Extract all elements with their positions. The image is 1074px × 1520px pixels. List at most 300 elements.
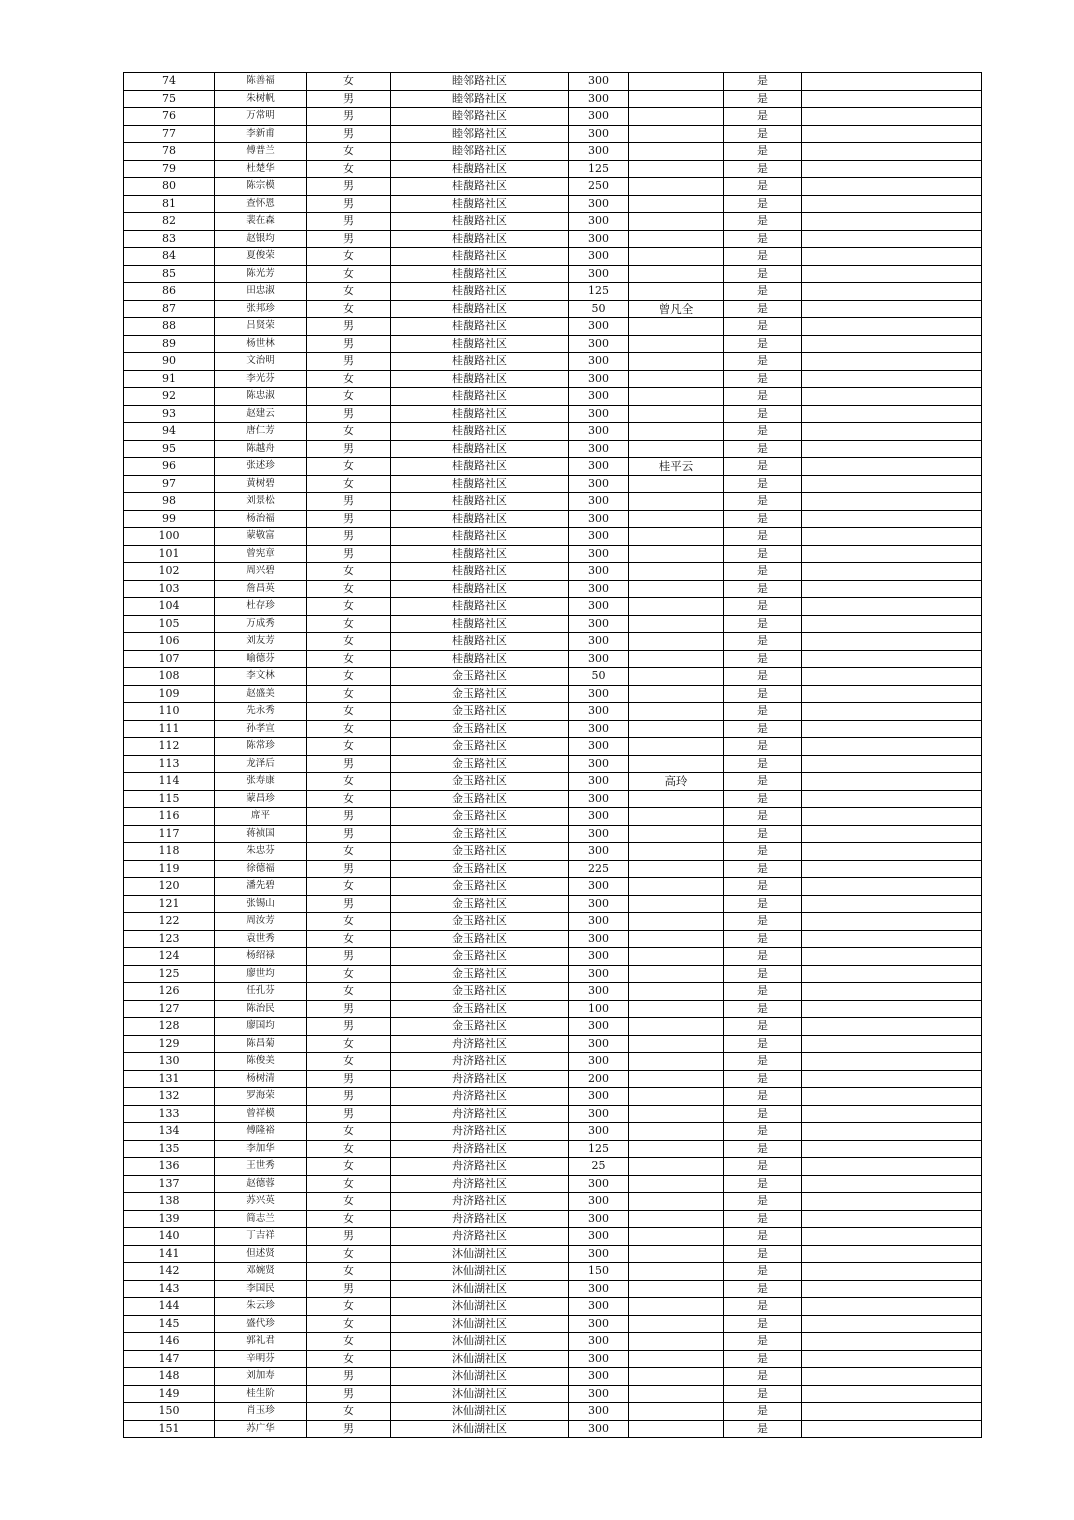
person-name-cell: 陈俊美 xyxy=(215,1053,307,1071)
person-name-cell: 杨绍禄 xyxy=(215,948,307,966)
note-cell xyxy=(802,703,982,721)
community-name-cell: 沐仙湖社区 xyxy=(391,1298,569,1316)
confirmation-flag-cell: 是 xyxy=(724,125,802,143)
person-name-cell: 苏兴英 xyxy=(215,1193,307,1211)
note-cell xyxy=(802,1368,982,1386)
community-name-cell: 金玉路社区 xyxy=(391,948,569,966)
community-name-cell: 舟济路社区 xyxy=(391,1035,569,1053)
note-cell xyxy=(802,1315,982,1333)
note-cell xyxy=(802,1333,982,1351)
person-name-cell: 杨树清 xyxy=(215,1070,307,1088)
person-name-cell: 朱忠芬 xyxy=(215,843,307,861)
note-cell xyxy=(802,1000,982,1018)
row-number-cell: 78 xyxy=(124,143,215,161)
gender-cell: 男 xyxy=(307,1280,391,1298)
gender-cell: 女 xyxy=(307,650,391,668)
community-name-cell: 沐仙湖社区 xyxy=(391,1420,569,1438)
note-cell xyxy=(802,965,982,983)
gender-cell: 男 xyxy=(307,318,391,336)
community-name-cell: 金玉路社区 xyxy=(391,755,569,773)
amount-cell: 300 xyxy=(569,755,629,773)
note-cell xyxy=(802,1420,982,1438)
note-cell xyxy=(802,1070,982,1088)
confirmation-flag-cell: 是 xyxy=(724,738,802,756)
gender-cell: 女 xyxy=(307,475,391,493)
community-name-cell: 桂馥路社区 xyxy=(391,458,569,476)
amount-cell: 300 xyxy=(569,703,629,721)
agent-name-cell xyxy=(629,1368,724,1386)
row-number-cell: 148 xyxy=(124,1368,215,1386)
gender-cell: 女 xyxy=(307,1193,391,1211)
gender-cell: 男 xyxy=(307,335,391,353)
amount-cell: 50 xyxy=(569,300,629,318)
person-name-cell: 苏广华 xyxy=(215,1420,307,1438)
note-cell xyxy=(802,108,982,126)
person-name-cell: 陈光芳 xyxy=(215,265,307,283)
person-name-cell: 蒙敬富 xyxy=(215,528,307,546)
table-row xyxy=(124,703,982,721)
agent-name-cell xyxy=(629,1035,724,1053)
agent-name-cell xyxy=(629,510,724,528)
gender-cell: 女 xyxy=(307,1123,391,1141)
table-row xyxy=(124,913,982,931)
table-row xyxy=(124,685,982,703)
row-number-cell: 136 xyxy=(124,1158,215,1176)
row-number-cell: 80 xyxy=(124,178,215,196)
person-name-cell: 陈治民 xyxy=(215,1000,307,1018)
person-name-cell: 李光芬 xyxy=(215,370,307,388)
confirmation-flag-cell: 是 xyxy=(724,1105,802,1123)
row-number-cell: 83 xyxy=(124,230,215,248)
confirmation-flag-cell: 是 xyxy=(724,1210,802,1228)
person-name-cell: 傅隆裕 xyxy=(215,1123,307,1141)
gender-cell: 女 xyxy=(307,160,391,178)
community-name-cell: 睦邻路社区 xyxy=(391,108,569,126)
confirmation-flag-cell: 是 xyxy=(724,1245,802,1263)
table-row xyxy=(124,265,982,283)
community-name-cell: 金玉路社区 xyxy=(391,720,569,738)
table-row xyxy=(124,650,982,668)
confirmation-flag-cell: 是 xyxy=(724,545,802,563)
gender-cell: 女 xyxy=(307,580,391,598)
row-number-cell: 111 xyxy=(124,720,215,738)
community-name-cell: 舟济路社区 xyxy=(391,1053,569,1071)
confirmation-flag-cell: 是 xyxy=(724,353,802,371)
table-row xyxy=(124,1263,982,1281)
row-number-cell: 122 xyxy=(124,913,215,931)
row-number-cell: 131 xyxy=(124,1070,215,1088)
gender-cell: 女 xyxy=(307,685,391,703)
confirmation-flag-cell: 是 xyxy=(724,580,802,598)
row-number-cell: 112 xyxy=(124,738,215,756)
gender-cell: 男 xyxy=(307,178,391,196)
community-name-cell: 沐仙湖社区 xyxy=(391,1280,569,1298)
row-number-cell: 125 xyxy=(124,965,215,983)
row-number-cell: 129 xyxy=(124,1035,215,1053)
gender-cell: 女 xyxy=(307,1210,391,1228)
gender-cell: 男 xyxy=(307,808,391,826)
community-name-cell: 桂馥路社区 xyxy=(391,195,569,213)
table-row xyxy=(124,1193,982,1211)
community-name-cell: 睦邻路社区 xyxy=(391,125,569,143)
table-row xyxy=(124,125,982,143)
table-row xyxy=(124,475,982,493)
confirmation-flag-cell: 是 xyxy=(724,300,802,318)
row-number-cell: 123 xyxy=(124,930,215,948)
confirmation-flag-cell: 是 xyxy=(724,440,802,458)
row-number-cell: 138 xyxy=(124,1193,215,1211)
row-number-cell: 102 xyxy=(124,563,215,581)
note-cell xyxy=(802,1175,982,1193)
gender-cell: 女 xyxy=(307,843,391,861)
gender-cell: 女 xyxy=(307,563,391,581)
gender-cell: 男 xyxy=(307,195,391,213)
agent-name-cell xyxy=(629,195,724,213)
amount-cell: 200 xyxy=(569,1070,629,1088)
note-cell xyxy=(802,1403,982,1421)
gender-cell: 女 xyxy=(307,1403,391,1421)
agent-name-cell xyxy=(629,615,724,633)
amount-cell: 150 xyxy=(569,1263,629,1281)
gender-cell: 男 xyxy=(307,895,391,913)
amount-cell: 300 xyxy=(569,808,629,826)
agent-name-cell xyxy=(629,1298,724,1316)
note-cell xyxy=(802,458,982,476)
gender-cell: 女 xyxy=(307,720,391,738)
amount-cell: 300 xyxy=(569,265,629,283)
row-number-cell: 147 xyxy=(124,1350,215,1368)
amount-cell: 300 xyxy=(569,125,629,143)
agent-name-cell xyxy=(629,1088,724,1106)
row-number-cell: 134 xyxy=(124,1123,215,1141)
gender-cell: 女 xyxy=(307,1350,391,1368)
table-row xyxy=(124,213,982,231)
person-name-cell: 陈常珍 xyxy=(215,738,307,756)
agent-name-cell xyxy=(629,1140,724,1158)
person-name-cell: 赵盛美 xyxy=(215,685,307,703)
person-name-cell: 先永秀 xyxy=(215,703,307,721)
table-row xyxy=(124,300,982,318)
row-number-cell: 116 xyxy=(124,808,215,826)
person-name-cell: 曾宪章 xyxy=(215,545,307,563)
agent-name-cell xyxy=(629,563,724,581)
person-name-cell: 潘先碧 xyxy=(215,878,307,896)
note-cell xyxy=(802,1350,982,1368)
table-row xyxy=(124,633,982,651)
row-number-cell: 104 xyxy=(124,598,215,616)
person-name-cell: 肖玉珍 xyxy=(215,1403,307,1421)
note-cell xyxy=(802,195,982,213)
gender-cell: 女 xyxy=(307,878,391,896)
agent-name-cell xyxy=(629,948,724,966)
confirmation-flag-cell: 是 xyxy=(724,930,802,948)
agent-name-cell xyxy=(629,1385,724,1403)
person-name-cell: 周兴碧 xyxy=(215,563,307,581)
person-name-cell: 刘友芳 xyxy=(215,633,307,651)
agent-name-cell xyxy=(629,1228,724,1246)
table-row xyxy=(124,983,982,1001)
community-name-cell: 舟济路社区 xyxy=(391,1228,569,1246)
row-number-cell: 95 xyxy=(124,440,215,458)
amount-cell: 300 xyxy=(569,1228,629,1246)
table-row xyxy=(124,1140,982,1158)
agent-name-cell xyxy=(629,1350,724,1368)
amount-cell: 300 xyxy=(569,335,629,353)
amount-cell: 125 xyxy=(569,1140,629,1158)
person-name-cell: 袁世秀 xyxy=(215,930,307,948)
confirmation-flag-cell: 是 xyxy=(724,755,802,773)
note-cell xyxy=(802,353,982,371)
confirmation-flag-cell: 是 xyxy=(724,1088,802,1106)
agent-name-cell xyxy=(629,125,724,143)
gender-cell: 男 xyxy=(307,1420,391,1438)
note-cell xyxy=(802,948,982,966)
gender-cell: 女 xyxy=(307,1158,391,1176)
person-name-cell: 万成秀 xyxy=(215,615,307,633)
confirmation-flag-cell: 是 xyxy=(724,773,802,791)
amount-cell: 300 xyxy=(569,563,629,581)
table-row xyxy=(124,90,982,108)
agent-name-cell xyxy=(629,825,724,843)
note-cell xyxy=(802,545,982,563)
row-number-cell: 79 xyxy=(124,160,215,178)
confirmation-flag-cell: 是 xyxy=(724,493,802,511)
gender-cell: 女 xyxy=(307,300,391,318)
community-name-cell: 金玉路社区 xyxy=(391,685,569,703)
table-row xyxy=(124,1298,982,1316)
table-row xyxy=(124,283,982,301)
agent-name-cell xyxy=(629,895,724,913)
person-name-cell: 朱云珍 xyxy=(215,1298,307,1316)
row-number-cell: 114 xyxy=(124,773,215,791)
gender-cell: 女 xyxy=(307,1175,391,1193)
community-name-cell: 桂馥路社区 xyxy=(391,353,569,371)
confirmation-flag-cell: 是 xyxy=(724,248,802,266)
amount-cell: 300 xyxy=(569,983,629,1001)
person-name-cell: 张寿康 xyxy=(215,773,307,791)
community-name-cell: 桂馥路社区 xyxy=(391,213,569,231)
gender-cell: 女 xyxy=(307,248,391,266)
confirmation-flag-cell: 是 xyxy=(724,878,802,896)
note-cell xyxy=(802,878,982,896)
amount-cell: 300 xyxy=(569,773,629,791)
community-name-cell: 金玉路社区 xyxy=(391,1000,569,1018)
gender-cell: 女 xyxy=(307,265,391,283)
person-name-cell: 陈宗模 xyxy=(215,178,307,196)
community-name-cell: 桂馥路社区 xyxy=(391,230,569,248)
note-cell xyxy=(802,930,982,948)
confirmation-flag-cell: 是 xyxy=(724,1175,802,1193)
gender-cell: 男 xyxy=(307,948,391,966)
amount-cell: 300 xyxy=(569,1123,629,1141)
agent-name-cell: 高玲 xyxy=(629,773,724,791)
confirmation-flag-cell: 是 xyxy=(724,703,802,721)
gender-cell: 女 xyxy=(307,738,391,756)
confirmation-flag-cell: 是 xyxy=(724,650,802,668)
person-name-cell: 郭礼君 xyxy=(215,1333,307,1351)
table-row xyxy=(124,1385,982,1403)
row-number-cell: 118 xyxy=(124,843,215,861)
community-name-cell: 金玉路社区 xyxy=(391,825,569,843)
community-name-cell: 睦邻路社区 xyxy=(391,73,569,91)
person-name-cell: 李新甫 xyxy=(215,125,307,143)
row-number-cell: 140 xyxy=(124,1228,215,1246)
community-name-cell: 沐仙湖社区 xyxy=(391,1315,569,1333)
amount-cell: 300 xyxy=(569,388,629,406)
table-row xyxy=(124,895,982,913)
confirmation-flag-cell: 是 xyxy=(724,1350,802,1368)
note-cell xyxy=(802,160,982,178)
table-row xyxy=(124,930,982,948)
community-name-cell: 桂馥路社区 xyxy=(391,370,569,388)
person-name-cell: 詹昌英 xyxy=(215,580,307,598)
amount-cell: 300 xyxy=(569,1105,629,1123)
agent-name-cell xyxy=(629,808,724,826)
agent-name-cell xyxy=(629,90,724,108)
community-name-cell: 金玉路社区 xyxy=(391,773,569,791)
amount-cell: 300 xyxy=(569,458,629,476)
note-cell xyxy=(802,738,982,756)
confirmation-flag-cell: 是 xyxy=(724,1263,802,1281)
confirmation-flag-cell: 是 xyxy=(724,528,802,546)
note-cell xyxy=(802,178,982,196)
gender-cell: 男 xyxy=(307,405,391,423)
table-row xyxy=(124,73,982,91)
agent-name-cell xyxy=(629,160,724,178)
note-cell xyxy=(802,1158,982,1176)
note-cell xyxy=(802,598,982,616)
person-name-cell: 万常明 xyxy=(215,108,307,126)
table-row xyxy=(124,318,982,336)
table-row xyxy=(124,1315,982,1333)
person-name-cell: 简志兰 xyxy=(215,1210,307,1228)
agent-name-cell xyxy=(629,1158,724,1176)
table-row xyxy=(124,598,982,616)
table-row xyxy=(124,335,982,353)
agent-name-cell xyxy=(629,1193,724,1211)
community-name-cell: 桂馥路社区 xyxy=(391,440,569,458)
gender-cell: 男 xyxy=(307,825,391,843)
note-cell xyxy=(802,1193,982,1211)
confirmation-flag-cell: 是 xyxy=(724,1123,802,1141)
note-cell xyxy=(802,528,982,546)
amount-cell: 300 xyxy=(569,318,629,336)
community-name-cell: 舟济路社区 xyxy=(391,1070,569,1088)
amount-cell: 300 xyxy=(569,790,629,808)
agent-name-cell xyxy=(629,1403,724,1421)
confirmation-flag-cell: 是 xyxy=(724,510,802,528)
confirmation-flag-cell: 是 xyxy=(724,1315,802,1333)
table-row xyxy=(124,860,982,878)
agent-name-cell xyxy=(629,1420,724,1438)
amount-cell: 300 xyxy=(569,895,629,913)
agent-name-cell xyxy=(629,755,724,773)
confirmation-flag-cell: 是 xyxy=(724,1420,802,1438)
gender-cell: 女 xyxy=(307,633,391,651)
amount-cell: 300 xyxy=(569,633,629,651)
gender-cell: 男 xyxy=(307,213,391,231)
agent-name-cell xyxy=(629,493,724,511)
agent-name-cell xyxy=(629,1105,724,1123)
amount-cell: 300 xyxy=(569,825,629,843)
person-name-cell: 杨治福 xyxy=(215,510,307,528)
row-number-cell: 76 xyxy=(124,108,215,126)
person-name-cell: 吕贤荣 xyxy=(215,318,307,336)
community-name-cell: 金玉路社区 xyxy=(391,913,569,931)
note-cell xyxy=(802,1280,982,1298)
confirmation-flag-cell: 是 xyxy=(724,1228,802,1246)
note-cell xyxy=(802,1245,982,1263)
amount-cell: 300 xyxy=(569,965,629,983)
note-cell xyxy=(802,423,982,441)
row-number-cell: 103 xyxy=(124,580,215,598)
person-name-cell: 辛明芬 xyxy=(215,1350,307,1368)
amount-cell: 300 xyxy=(569,73,629,91)
gender-cell: 男 xyxy=(307,108,391,126)
row-number-cell: 89 xyxy=(124,335,215,353)
person-name-cell: 孙孝宣 xyxy=(215,720,307,738)
agent-name-cell xyxy=(629,475,724,493)
confirmation-flag-cell: 是 xyxy=(724,563,802,581)
person-name-cell: 廖国均 xyxy=(215,1018,307,1036)
community-name-cell: 桂馥路社区 xyxy=(391,545,569,563)
gender-cell: 男 xyxy=(307,90,391,108)
confirmation-flag-cell: 是 xyxy=(724,808,802,826)
gender-cell: 男 xyxy=(307,1088,391,1106)
amount-cell: 125 xyxy=(569,160,629,178)
note-cell xyxy=(802,388,982,406)
table-row xyxy=(124,370,982,388)
person-name-cell: 喻德芬 xyxy=(215,650,307,668)
row-number-cell: 150 xyxy=(124,1403,215,1421)
table-row xyxy=(124,1280,982,1298)
table-row xyxy=(124,1158,982,1176)
note-cell xyxy=(802,755,982,773)
person-name-cell: 赵银均 xyxy=(215,230,307,248)
table-row xyxy=(124,388,982,406)
agent-name-cell: 曾凡全 xyxy=(629,300,724,318)
row-number-cell: 130 xyxy=(124,1053,215,1071)
person-name-cell: 裴在森 xyxy=(215,213,307,231)
row-number-cell: 146 xyxy=(124,1333,215,1351)
row-number-cell: 149 xyxy=(124,1385,215,1403)
table-body xyxy=(124,73,982,1438)
confirmation-flag-cell: 是 xyxy=(724,388,802,406)
note-cell xyxy=(802,300,982,318)
table-row xyxy=(124,1000,982,1018)
person-name-cell: 但述贤 xyxy=(215,1245,307,1263)
gender-cell: 男 xyxy=(307,755,391,773)
agent-name-cell xyxy=(629,983,724,1001)
person-name-cell: 陈善福 xyxy=(215,73,307,91)
community-name-cell: 沐仙湖社区 xyxy=(391,1333,569,1351)
amount-cell: 300 xyxy=(569,1210,629,1228)
table-row xyxy=(124,1053,982,1071)
amount-cell: 300 xyxy=(569,948,629,966)
community-name-cell: 桂馥路社区 xyxy=(391,615,569,633)
gender-cell: 男 xyxy=(307,860,391,878)
community-name-cell: 舟济路社区 xyxy=(391,1193,569,1211)
row-number-cell: 115 xyxy=(124,790,215,808)
table-row xyxy=(124,353,982,371)
person-name-cell: 丁吉祥 xyxy=(215,1228,307,1246)
community-name-cell: 桂馥路社区 xyxy=(391,160,569,178)
row-number-cell: 85 xyxy=(124,265,215,283)
note-cell xyxy=(802,825,982,843)
amount-cell: 300 xyxy=(569,213,629,231)
note-cell xyxy=(802,1263,982,1281)
community-name-cell: 桂馥路社区 xyxy=(391,388,569,406)
